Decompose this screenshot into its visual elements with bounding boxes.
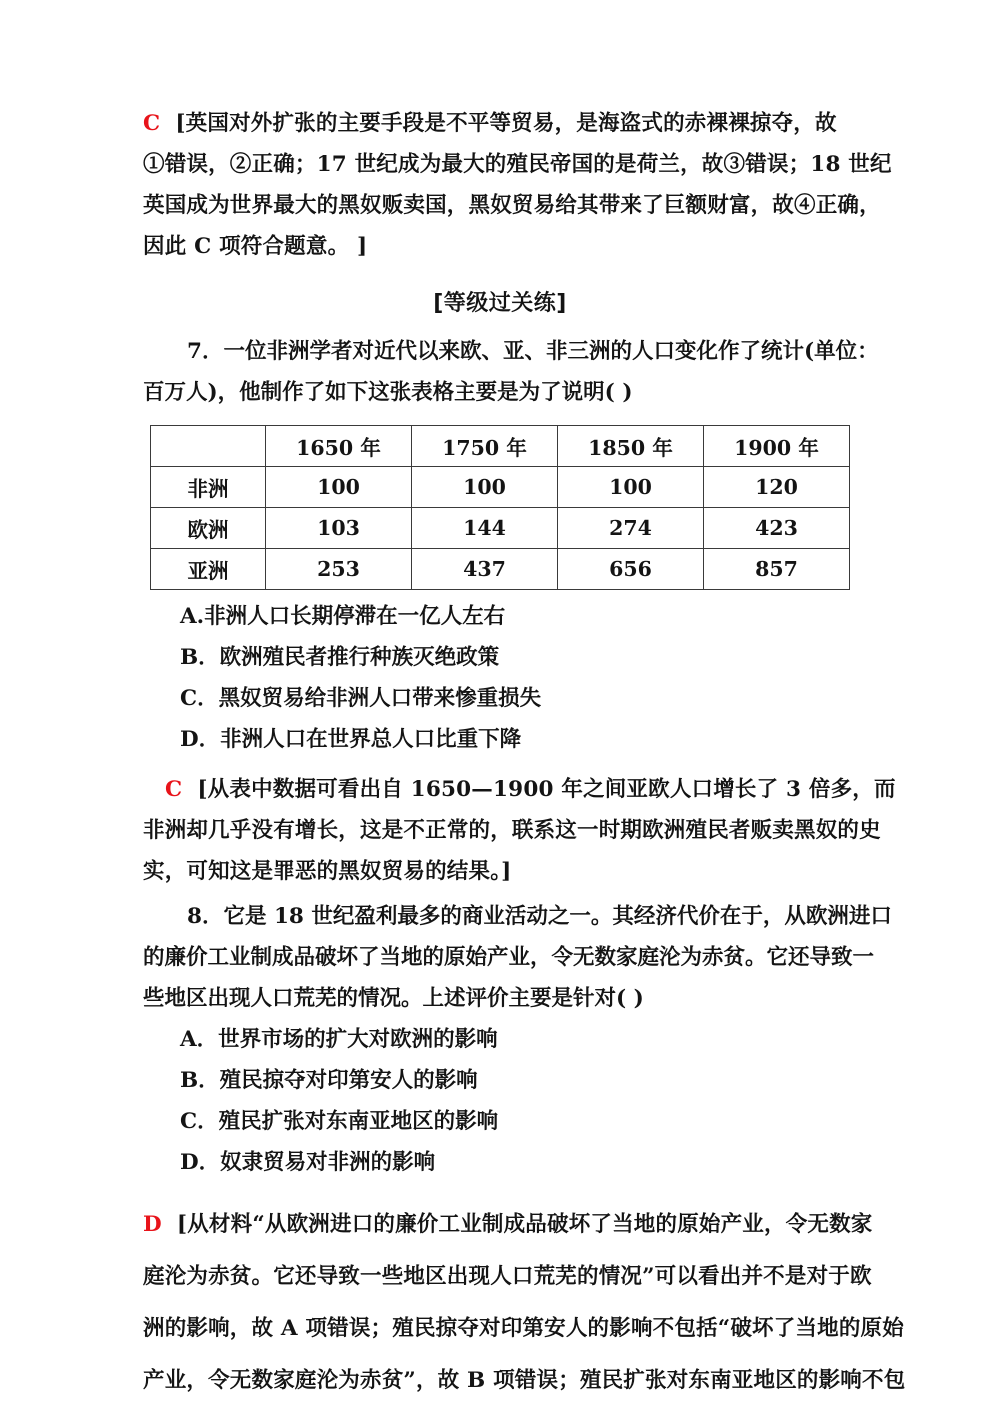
analysis-q7-line-1 [143, 769, 896, 810]
analysis-q6-line-3: 英国成为世界最大的黑奴贩卖国，黑奴贸易给其带来了巨额财富，故④正确， [143, 193, 881, 218]
question-8-stem [143, 896, 892, 1019]
table-header-row [151, 426, 850, 467]
cell-europe-1750: 144 [412, 508, 558, 549]
row-label-europe: 欧洲 [151, 508, 266, 549]
cell-africa-1850: 100 [558, 467, 704, 508]
table-row [151, 549, 850, 590]
question-8-option-b[interactable]: B．殖民掠夺对印第安人的影响 [180, 1068, 478, 1093]
answer-letter-q6: C [143, 111, 161, 136]
question-8-stem-line-1: 8．它是 18 世纪盈利最多的商业活动之一。其经济代价在于，从欧洲进口 [187, 904, 892, 929]
question-7-option-d[interactable]: D．非洲人口在世界总人口比重下降 [180, 727, 522, 752]
analysis-q8-line-1 [143, 1199, 873, 1251]
analysis-q7-line-3: 实，可知这是罪恶的黑奴贸易的结果。] [143, 859, 512, 884]
answer-letter-q7: C [165, 777, 183, 802]
cell-africa-1650: 100 [266, 467, 412, 508]
row-label-asia: 亚洲 [151, 549, 266, 590]
question-7-stem [143, 331, 879, 413]
question-8-stem-line-3: 些地区出现人口荒芜的情况。上述评价主要是针对( ) [143, 986, 644, 1011]
analysis-q7-line-2: 非洲却几乎没有增长，这是不正常的，联系这一时期欧洲殖民者贩卖黑奴的史 [143, 818, 881, 843]
table-row [151, 508, 850, 549]
cell-asia-1650: 253 [266, 549, 412, 590]
question-7-option-b[interactable]: B．欧洲殖民者推行种族灭绝政策 [180, 645, 500, 670]
question-7-option-c[interactable]: C．黑奴贸易给非洲人口带来惨重损失 [180, 686, 542, 711]
analysis-q7-text-1: [从表中数据可看出自 1650—1900 年之间亚欧人口增长了 3 倍多，而 [197, 777, 896, 802]
population-table-wrapper [143, 425, 857, 590]
cell-europe-1650: 103 [266, 508, 412, 549]
table-corner-cell [151, 426, 266, 467]
question-7-stem-line-2: 百万人)，他制作了如下这张表格主要是为了说明( ) [143, 380, 633, 405]
question-8-option-a[interactable]: A．世界市场的扩大对欧洲的影响 [180, 1027, 498, 1052]
row-label-africa: 非洲 [151, 467, 266, 508]
question-7-options [143, 596, 857, 760]
table-row [151, 467, 850, 508]
answer-letter-q8: D [143, 1212, 162, 1237]
analysis-q8-text-1: [从材料“从欧洲进口的廉价工业制成品破坏了当地的原始产业，令无数家 [176, 1212, 873, 1237]
question-8-option-d[interactable]: D．奴隶贸易对非洲的影响 [180, 1150, 436, 1175]
question-8-option-c[interactable]: C．殖民扩张对东南亚地区的影响 [180, 1109, 499, 1134]
cell-asia-1750: 437 [412, 549, 558, 590]
analysis-q8-line-4: 产业，令无数家庭沦为赤贫”，故 B 项错误；殖民扩张对东南亚地区的影响不包 [143, 1368, 906, 1393]
cell-asia-1900: 857 [704, 549, 850, 590]
table-header-1900: 1900 年 [704, 426, 850, 467]
question-8-options [143, 1019, 857, 1183]
analysis-q6-line-2: ①错误，②正确；17 世纪成为最大的殖民帝国的是荷兰，故③错误；18 世纪 [143, 152, 892, 177]
question-7-option-a[interactable]: A.非洲人口长期停滞在一亿人左右 [180, 604, 506, 629]
analysis-q6-text-1: [英国对外扩张的主要手段是不平等贸易，是海盗式的赤裸裸掠夺，故 [175, 111, 837, 136]
population-table [150, 425, 850, 590]
analysis-block-q8 [143, 1199, 906, 1407]
cell-europe-1900: 423 [704, 508, 850, 549]
analysis-q6-line-1 [143, 103, 857, 144]
analysis-q8-line-2: 庭沦为赤贫。它还导致一些地区出现人口荒芜的情况”可以看出并不是对于欧 [143, 1264, 872, 1289]
cell-africa-1750: 100 [412, 467, 558, 508]
cell-asia-1850: 656 [558, 549, 704, 590]
cell-europe-1850: 274 [558, 508, 704, 549]
question-7-stem-line-1: 7．一位非洲学者对近代以来欧、亚、非三洲的人口变化作了统计(单位： [187, 339, 879, 364]
analysis-q8-line-3: 洲的影响，故 A 项错误；殖民掠夺对印第安人的影响不包括“破坏了当地的原始 [143, 1316, 904, 1341]
table-header-1650: 1650 年 [266, 426, 412, 467]
analysis-block-q6 [143, 103, 892, 267]
analysis-block-q7 [143, 769, 896, 892]
section-header-practice: [等级过关练] [433, 291, 567, 316]
cell-africa-1900: 120 [704, 467, 850, 508]
page-content [143, 103, 906, 1407]
table-header-1750: 1750 年 [412, 426, 558, 467]
analysis-q6-line-4: 因此 C 项符合题意。 ] [143, 234, 368, 259]
table-header-1850: 1850 年 [558, 426, 704, 467]
question-8-stem-line-2: 的廉价工业制成品破坏了当地的原始产业，令无数家庭沦为赤贫。它还导致一 [143, 945, 875, 970]
